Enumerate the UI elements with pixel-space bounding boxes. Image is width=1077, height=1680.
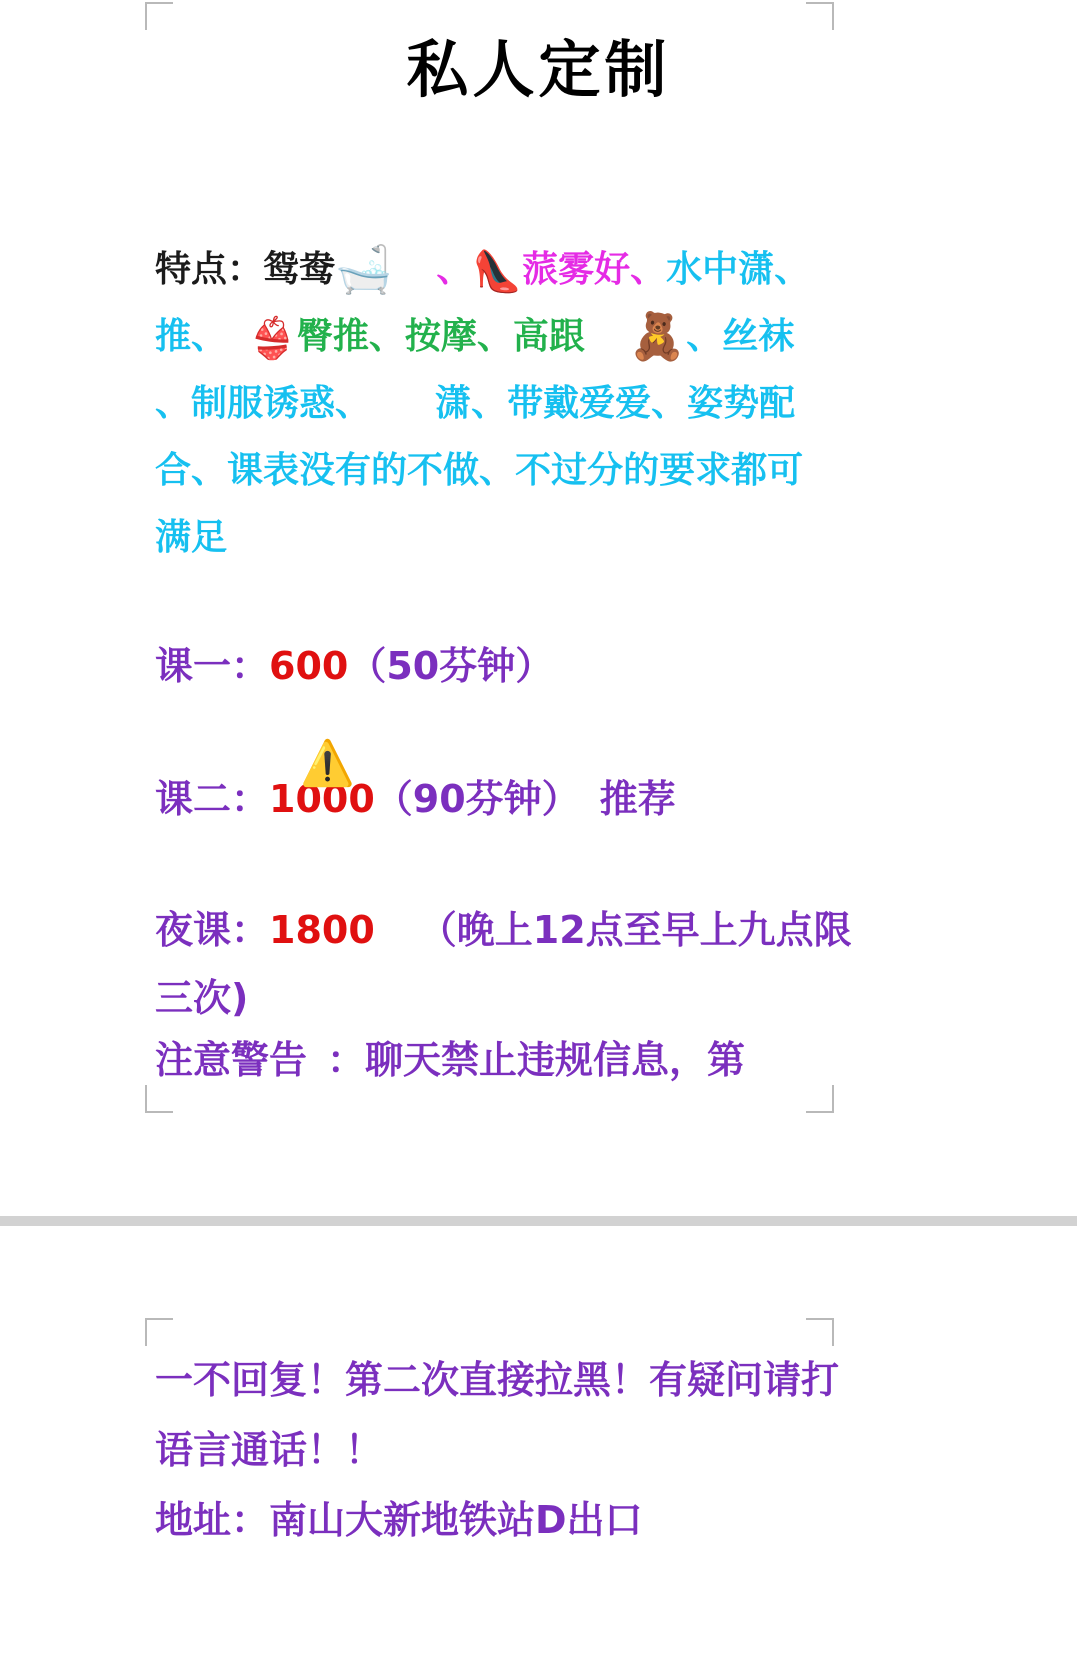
features-line-3 xyxy=(155,370,835,571)
warning-text: 聊天禁止违规信息，第 xyxy=(365,1038,746,1082)
price-1-detail: （50芬钟） xyxy=(348,644,554,688)
bathtub-icon: 🛁 xyxy=(335,242,393,296)
lower-line-1: 一不回复！第二次直接拉黑！有疑问请打语言通话！！ xyxy=(155,1358,840,1472)
separator-1: 、 xyxy=(436,249,473,290)
warning-label: 注意警告 xyxy=(155,1038,308,1082)
section-gap xyxy=(0,1226,1077,1318)
features-text-yuanyang: 鸳鸯 xyxy=(263,249,336,290)
separator-8: 、 xyxy=(155,383,192,424)
price-1-label: 课一： xyxy=(155,644,270,688)
separator-3: 、 xyxy=(774,249,811,290)
price-2-note: 推荐 xyxy=(599,777,676,821)
panties-icon: 👙 xyxy=(247,316,297,362)
price-2-detail: （90芬钟） xyxy=(374,777,580,821)
price-3-detail: （晚上12点至早上九点限三次) xyxy=(155,908,852,1020)
separator-11: 、 xyxy=(651,383,688,424)
address-value: 南山大新地铁站D出口 xyxy=(269,1498,643,1542)
separator-4: 、 xyxy=(191,316,228,357)
price-3-amount: 1800 xyxy=(269,908,375,952)
separator-7: 、 xyxy=(686,316,723,357)
features-text-zishipeihe: 姿势配合 xyxy=(155,383,796,491)
features-text-kebiao: 课表没有的不做 xyxy=(227,450,480,491)
features-label: 特点： xyxy=(155,249,264,290)
features-text-shuizhongxiao: 水中潇 xyxy=(666,249,775,290)
features-text-siwa: 丝袜 xyxy=(722,316,795,357)
features-paragraph xyxy=(155,236,835,571)
warning-colon: ： xyxy=(327,1038,366,1082)
separator-13: 、 xyxy=(479,450,516,491)
separator-9: 、 xyxy=(335,383,372,424)
price-2-amount: 1000 xyxy=(269,777,375,821)
features-text-yaoqiu: 不过分的要求都可满足 xyxy=(155,450,804,558)
lower-line-2 xyxy=(155,1485,855,1555)
features-line-1 xyxy=(155,236,835,303)
warning-row xyxy=(155,1026,855,1094)
crop-mark-lower-top-left xyxy=(145,1318,173,1346)
features-text-gaogen: 高跟 xyxy=(512,316,585,357)
features-text-xiao: 潇 xyxy=(435,383,472,424)
features-text-miwuhao: 蒎雾好 xyxy=(522,249,631,290)
separator-5: 、 xyxy=(368,316,405,357)
price-3-label: 夜课： xyxy=(155,908,270,952)
features-text-tui: 推 xyxy=(155,316,192,357)
price-row-1 xyxy=(155,632,855,700)
separator-2: 、 xyxy=(630,249,667,290)
price-2-label: 课二： xyxy=(155,777,270,821)
price-1-amount: 600 xyxy=(269,644,349,688)
features-text-tuntui: 臀推 xyxy=(296,316,369,357)
features-text-daidaiaiai: 带戴爱爱 xyxy=(507,383,652,424)
high-heel-icon: 👠 xyxy=(472,249,523,295)
price-row-2 xyxy=(155,765,855,833)
separator-12: 、 xyxy=(191,450,228,491)
teddy-bear-icon: 🧸 xyxy=(628,309,687,363)
address-label: 地址： xyxy=(155,1498,270,1542)
features-text-zhifuyouhuo: 制服诱惑 xyxy=(191,383,336,424)
features-line-2 xyxy=(155,303,835,370)
price-row-3 xyxy=(155,896,875,1032)
features-text-anmo: 按摩 xyxy=(404,316,477,357)
page-title: 私人定制 xyxy=(406,33,671,106)
crop-mark-lower-top-right xyxy=(806,1318,834,1346)
separator-10: 、 xyxy=(471,383,508,424)
warning-icon: ⚠️ xyxy=(300,738,355,789)
lower-paragraph xyxy=(155,1345,855,1555)
separator-6: 、 xyxy=(476,316,513,357)
section-divider xyxy=(0,1216,1077,1226)
